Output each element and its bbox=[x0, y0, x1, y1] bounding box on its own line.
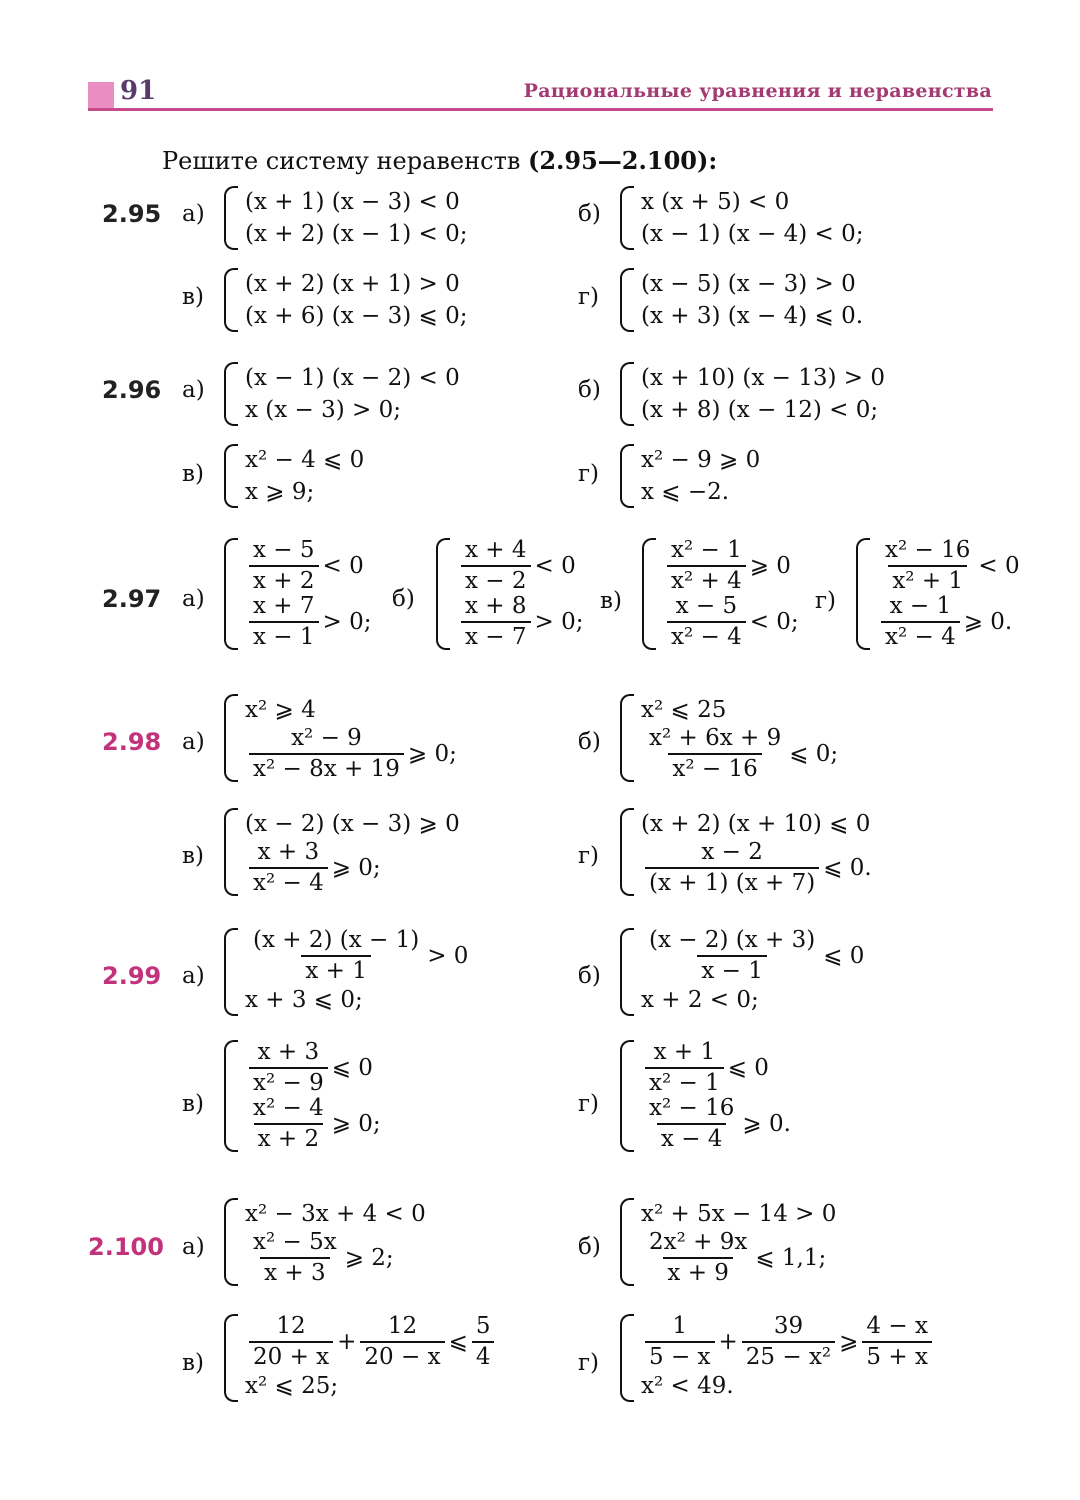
inequality bbox=[663, 538, 799, 594]
fraction bbox=[742, 1314, 835, 1370]
relation: ⩾ 2; bbox=[344, 1245, 394, 1271]
denominator: x² − 4 bbox=[667, 621, 746, 650]
fraction bbox=[249, 1230, 341, 1286]
brace bbox=[620, 808, 634, 896]
numerator: 39 bbox=[773, 1313, 804, 1339]
fraction bbox=[249, 594, 319, 650]
inequality: x² − 9 ⩾ 0 bbox=[641, 447, 761, 473]
inequality: x² − 3x + 4 < 0 bbox=[245, 1201, 426, 1227]
inequality bbox=[245, 1314, 498, 1370]
inequality bbox=[457, 538, 583, 594]
denominator: x² − 9 bbox=[249, 1067, 328, 1096]
relation: ⩽ 0; bbox=[789, 741, 839, 767]
item-label: а) bbox=[182, 586, 205, 612]
denominator: 20 − x bbox=[360, 1341, 444, 1370]
numerator: x − 5 bbox=[675, 593, 738, 619]
numerator: x + 1 bbox=[653, 1039, 716, 1065]
operator: + bbox=[337, 1329, 357, 1355]
brace bbox=[620, 186, 634, 250]
inequality: (x − 2) (x − 3) ⩾ 0 bbox=[245, 811, 460, 837]
inequality bbox=[663, 594, 799, 650]
brace bbox=[620, 928, 634, 1016]
item-label: г) bbox=[578, 1091, 600, 1117]
system-2-98-a bbox=[224, 694, 457, 782]
denominator: x + 2 bbox=[249, 565, 319, 594]
numerator: 12 bbox=[387, 1313, 418, 1339]
denominator: x² − 8x + 19 bbox=[249, 753, 404, 782]
relation: ⩽ bbox=[448, 1329, 468, 1355]
system-2-98-g bbox=[620, 808, 872, 896]
relation: > 0; bbox=[534, 609, 584, 635]
item-label: г) bbox=[815, 588, 837, 614]
item-label: а) bbox=[182, 377, 205, 403]
system-2-95-v bbox=[224, 268, 467, 332]
fraction bbox=[249, 1096, 328, 1152]
relation: ⩽ 0. bbox=[823, 855, 872, 881]
inequality: (x − 5) (x − 3) > 0 bbox=[641, 271, 856, 297]
inequality: x (x + 5) < 0 bbox=[641, 189, 790, 215]
system-2-96-v bbox=[224, 444, 364, 508]
item-label: б) bbox=[578, 377, 601, 403]
denominator: x² + 4 bbox=[667, 565, 746, 594]
fraction bbox=[645, 1230, 751, 1286]
numerator: 5 bbox=[475, 1313, 491, 1339]
fraction bbox=[360, 1314, 444, 1370]
fraction bbox=[472, 1314, 495, 1370]
denominator: x² − 16 bbox=[668, 753, 761, 782]
item-label: г) bbox=[578, 843, 600, 869]
denominator: 5 + x bbox=[862, 1341, 932, 1370]
numerator: x − 2 bbox=[701, 839, 763, 865]
inequality: (x − 1) (x − 2) < 0 bbox=[245, 365, 460, 391]
inequality bbox=[641, 1040, 791, 1096]
item-label: в) bbox=[182, 1350, 204, 1376]
brace bbox=[620, 1040, 634, 1152]
item-label: а) bbox=[182, 1234, 205, 1260]
system-2-100-b bbox=[620, 1198, 836, 1286]
numerator: x − 1 bbox=[889, 593, 952, 619]
fraction bbox=[645, 1096, 738, 1152]
item-label: в) bbox=[182, 461, 204, 487]
item-label: г) bbox=[578, 1350, 600, 1376]
item-label: в) bbox=[600, 588, 622, 614]
instruction-range: (2.95—2.100): bbox=[528, 146, 718, 175]
item-label: б) bbox=[578, 201, 601, 227]
relation: < 0 bbox=[322, 553, 364, 579]
inequality: (x + 1) (x − 3) < 0 bbox=[245, 189, 460, 215]
denominator: (x + 1) (x + 7) bbox=[645, 867, 819, 896]
denominator: x² − 1 bbox=[645, 1067, 724, 1096]
page-marker bbox=[88, 82, 114, 108]
page-number: 91 bbox=[120, 76, 157, 106]
system-2-100-g bbox=[620, 1314, 936, 1402]
item-label: б) bbox=[578, 1234, 601, 1260]
brace bbox=[224, 808, 238, 896]
numerator: x² − 16 bbox=[885, 537, 971, 563]
inequality bbox=[245, 928, 468, 984]
denominator: x² − 4 bbox=[249, 867, 328, 896]
fraction bbox=[667, 538, 746, 594]
fraction bbox=[461, 538, 531, 594]
denominator: x² + 1 bbox=[888, 565, 967, 594]
item-label: а) bbox=[182, 201, 205, 227]
task-instruction bbox=[162, 146, 717, 175]
relation: < 0; bbox=[749, 609, 799, 635]
inequality bbox=[641, 1314, 936, 1370]
brace bbox=[620, 362, 634, 426]
relation: ⩾ 0. bbox=[963, 609, 1013, 635]
numerator: x² + 6x + 9 bbox=[649, 725, 782, 751]
inequality: x² < 49. bbox=[641, 1373, 734, 1399]
fraction bbox=[249, 1314, 333, 1370]
brace bbox=[224, 362, 238, 426]
denominator: x² − 4 bbox=[881, 621, 960, 650]
fraction bbox=[249, 1040, 328, 1096]
inequality bbox=[245, 1096, 381, 1152]
relation: ⩾ 0. bbox=[742, 1111, 791, 1137]
denominator: x + 3 bbox=[260, 1257, 330, 1286]
numerator: x + 4 bbox=[465, 537, 527, 563]
problem-number: 2.99 bbox=[102, 962, 162, 990]
inequality: (x − 1) (x − 4) < 0; bbox=[641, 221, 864, 247]
system-2-99-v bbox=[224, 1040, 381, 1152]
fraction bbox=[645, 840, 819, 896]
brace bbox=[620, 1198, 634, 1286]
numerator: x − 5 bbox=[253, 537, 315, 563]
inequality bbox=[245, 594, 371, 650]
inequality: (x + 2) (x + 1) > 0 bbox=[245, 271, 460, 297]
numerator: 1 bbox=[672, 1313, 688, 1339]
inequality: x ⩽ −2. bbox=[641, 479, 730, 505]
brace bbox=[642, 538, 656, 650]
item-label: в) bbox=[182, 843, 204, 869]
relation: ⩾ 0; bbox=[407, 741, 457, 767]
system-2-100-a bbox=[224, 1198, 426, 1286]
denominator: x + 2 bbox=[254, 1123, 324, 1152]
inequality bbox=[641, 840, 872, 896]
numerator: 12 bbox=[276, 1313, 306, 1339]
relation: ⩽ 0 bbox=[727, 1055, 769, 1081]
brace bbox=[620, 444, 634, 508]
denominator: x + 9 bbox=[663, 1257, 733, 1286]
fraction bbox=[249, 538, 319, 594]
relation: ⩾ 0; bbox=[331, 855, 381, 881]
system-2-95-b bbox=[620, 186, 863, 250]
inequality: (x + 2) (x + 10) ⩽ 0 bbox=[641, 811, 871, 837]
item-label: г) bbox=[578, 461, 600, 487]
inequality bbox=[245, 1230, 426, 1286]
numerator: 2x² + 9x bbox=[649, 1229, 748, 1255]
denominator: x − 7 bbox=[461, 621, 531, 650]
inequality: x + 2 < 0; bbox=[641, 987, 759, 1013]
inequality: x² − 4 ⩽ 0 bbox=[245, 447, 365, 473]
fraction bbox=[249, 726, 404, 782]
fraction bbox=[645, 726, 785, 782]
fraction bbox=[461, 594, 531, 650]
denominator: x − 2 bbox=[461, 565, 531, 594]
denominator: 5 − x bbox=[645, 1341, 715, 1370]
relation: ⩾ 0 bbox=[749, 553, 791, 579]
brace bbox=[224, 538, 238, 650]
inequality: x² + 5x − 14 > 0 bbox=[641, 1201, 837, 1227]
problem-number: 2.100 bbox=[88, 1233, 164, 1261]
brace bbox=[224, 694, 238, 782]
brace bbox=[436, 538, 450, 650]
numerator: (x + 2) (x − 1) bbox=[253, 927, 420, 953]
inequality: (x + 6) (x − 3) ⩽ 0; bbox=[245, 303, 468, 329]
numerator: (x − 2) (x + 3) bbox=[649, 927, 816, 953]
system-2-96-g bbox=[620, 444, 760, 508]
brace bbox=[856, 538, 870, 650]
numerator: x + 3 bbox=[257, 839, 320, 865]
numerator: x² − 1 bbox=[671, 537, 742, 563]
numerator: x² − 5x bbox=[253, 1229, 337, 1255]
inequality: x² ⩽ 25; bbox=[245, 1373, 339, 1399]
relation: < 0 bbox=[978, 553, 1020, 579]
relation: > 0 bbox=[427, 943, 469, 969]
brace bbox=[620, 694, 634, 782]
system-2-99-a bbox=[224, 928, 468, 1016]
denominator: 25 − x² bbox=[742, 1341, 835, 1370]
problem-number: 2.95 bbox=[102, 200, 162, 228]
system-2-98-v bbox=[224, 808, 460, 896]
numerator: x² − 16 bbox=[649, 1095, 735, 1121]
instruction-text: Решите систему неравенств bbox=[162, 147, 521, 175]
fraction bbox=[645, 1314, 715, 1370]
item-label: б) bbox=[578, 729, 601, 755]
inequality bbox=[641, 1230, 836, 1286]
inequality: (x + 10) (x − 13) > 0 bbox=[641, 365, 885, 391]
system-2-97-b bbox=[436, 538, 583, 650]
denominator: 4 bbox=[472, 1341, 495, 1370]
numerator: x + 8 bbox=[465, 593, 527, 619]
system-2-99-g bbox=[620, 1040, 791, 1152]
system-2-95-a bbox=[224, 186, 467, 250]
inequality bbox=[245, 840, 460, 896]
fraction bbox=[249, 928, 423, 984]
relation: > 0; bbox=[322, 609, 372, 635]
brace bbox=[224, 444, 238, 508]
header-rule bbox=[88, 108, 993, 111]
system-2-96-b bbox=[620, 362, 885, 426]
brace bbox=[620, 268, 634, 332]
inequality bbox=[457, 594, 583, 650]
system-2-95-g bbox=[620, 268, 863, 332]
system-2-96-a bbox=[224, 362, 460, 426]
system-2-97-v bbox=[642, 538, 799, 650]
brace bbox=[224, 186, 238, 250]
inequality bbox=[245, 1040, 381, 1096]
brace bbox=[224, 1314, 238, 1402]
brace bbox=[224, 928, 238, 1016]
fraction bbox=[645, 928, 819, 984]
inequality: x² ⩽ 25 bbox=[641, 697, 727, 723]
problem-number: 2.97 bbox=[102, 585, 162, 613]
item-label: а) bbox=[182, 729, 205, 755]
system-2-97-a bbox=[224, 538, 371, 650]
denominator: x − 1 bbox=[697, 955, 767, 984]
inequality bbox=[641, 1096, 791, 1152]
system-2-99-b bbox=[620, 928, 864, 1016]
item-label: а) bbox=[182, 963, 205, 989]
problem-number: 2.96 bbox=[102, 376, 162, 404]
brace bbox=[620, 1314, 634, 1402]
numerator: x² − 9 bbox=[291, 725, 362, 751]
item-label: б) bbox=[392, 586, 415, 612]
inequality: x ⩾ 9; bbox=[245, 479, 315, 505]
denominator: x + 1 bbox=[301, 955, 371, 984]
inequality bbox=[641, 928, 864, 984]
fraction bbox=[249, 840, 328, 896]
operator: + bbox=[718, 1329, 738, 1355]
problem-number: 2.98 bbox=[102, 728, 162, 756]
numerator: x² − 4 bbox=[253, 1095, 324, 1121]
system-2-98-b bbox=[620, 694, 838, 782]
system-2-100-v bbox=[224, 1314, 498, 1402]
numerator: x + 3 bbox=[257, 1039, 320, 1065]
brace bbox=[224, 268, 238, 332]
inequality: (x + 3) (x − 4) ⩽ 0. bbox=[641, 303, 864, 329]
inequality bbox=[641, 726, 838, 782]
relation: ⩽ 1,1; bbox=[755, 1245, 827, 1271]
inequality bbox=[245, 538, 371, 594]
fraction bbox=[881, 538, 974, 594]
inequality: (x + 8) (x − 12) < 0; bbox=[641, 397, 879, 423]
inequality bbox=[877, 538, 1020, 594]
fraction bbox=[645, 1040, 724, 1096]
item-label: б) bbox=[578, 963, 601, 989]
denominator: x − 4 bbox=[657, 1123, 727, 1152]
inequality: x (x − 3) > 0; bbox=[245, 397, 402, 423]
relation: ⩽ 0 bbox=[823, 943, 865, 969]
relation: ⩽ 0 bbox=[331, 1055, 373, 1081]
fraction bbox=[862, 1314, 932, 1370]
denominator: 20 + x bbox=[249, 1341, 333, 1370]
fraction bbox=[881, 594, 960, 650]
numerator: 4 − x bbox=[866, 1313, 928, 1339]
numerator: x + 7 bbox=[253, 593, 315, 619]
system-2-97-g bbox=[856, 538, 1020, 650]
inequality: (x + 2) (x − 1) < 0; bbox=[245, 221, 468, 247]
relation: ⩾ bbox=[839, 1329, 859, 1355]
denominator: x − 1 bbox=[249, 621, 319, 650]
inequality bbox=[245, 726, 457, 782]
item-label: в) bbox=[182, 1091, 204, 1117]
brace bbox=[224, 1040, 238, 1152]
section-title: Рациональные уравнения и неравенства bbox=[523, 80, 992, 102]
inequality: x + 3 ⩽ 0; bbox=[245, 987, 363, 1013]
relation: ⩾ 0; bbox=[331, 1111, 381, 1137]
fraction bbox=[667, 594, 746, 650]
inequality bbox=[877, 594, 1020, 650]
item-label: в) bbox=[182, 284, 204, 310]
brace bbox=[224, 1198, 238, 1286]
item-label: г) bbox=[578, 284, 600, 310]
inequality: x² ⩾ 4 bbox=[245, 697, 316, 723]
relation: < 0 bbox=[534, 553, 576, 579]
